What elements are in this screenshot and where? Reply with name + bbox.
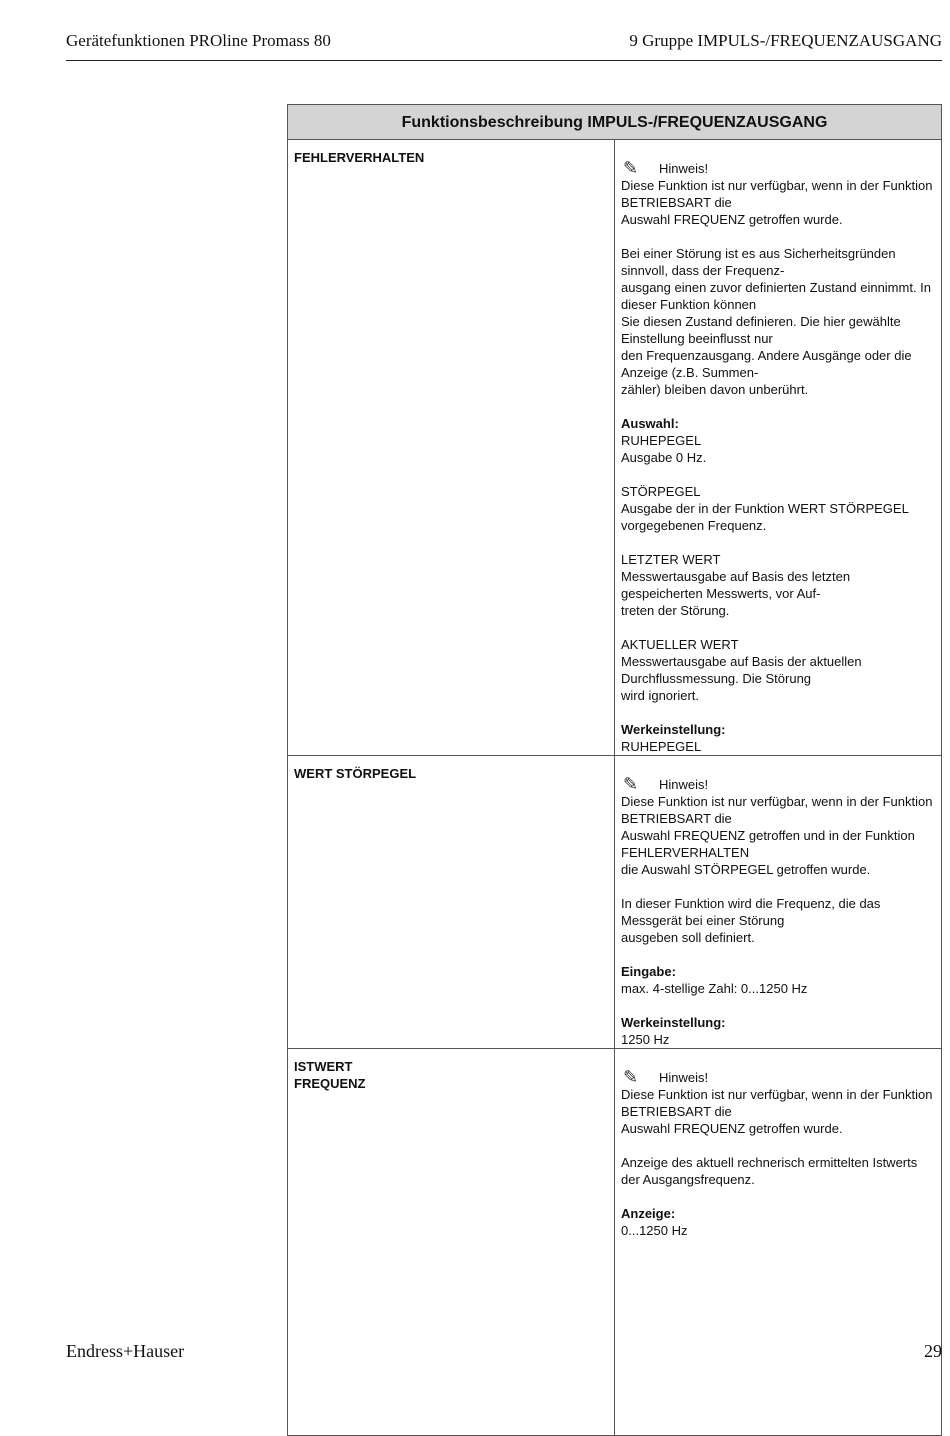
note-text: Auswahl FREQUENZ getroffen wurde.	[621, 212, 843, 227]
pencil-note-icon: ✎	[623, 774, 639, 794]
function-name: FEHLERVERHALTEN	[288, 140, 615, 756]
description-text: In dieser Funktion wird die Frequenz, die das Messgerät bei einer Störung	[621, 896, 881, 928]
function-name	[288, 1049, 615, 1436]
note-text: Auswahl FREQUENZ getroffen und in der Funktion FEHLERVERHALTEN	[621, 828, 915, 860]
option-description: Messwertausgabe auf Basis des letzten gespeicherten Messwerts, vor Auf-	[621, 569, 851, 601]
note-text: Diese Funktion ist nur verfügbar, wenn in der Funktion BETRIEBSART die	[621, 1087, 933, 1119]
werkeinstellung-value: 1250 Hz	[621, 1032, 670, 1047]
anzeige-label: Anzeige:	[621, 1206, 676, 1221]
running-header-left: Gerätefunktionen PROline Promass 80	[66, 31, 331, 50]
option-name: AKTUELLER WERT	[621, 637, 739, 652]
table-row-fehlerverhalten	[288, 140, 942, 756]
description-text: ausgang einen zuvor definierten Zustand einnimmt. In dieser Funktion können	[621, 280, 932, 312]
footer-brand: Endress+Hauser	[66, 1341, 185, 1361]
function-description	[615, 1049, 942, 1436]
note-text: Diese Funktion ist nur verfügbar, wenn in der Funktion BETRIEBSART die	[621, 178, 933, 210]
function-description	[615, 140, 942, 756]
option-name: LETZTER WERT	[621, 552, 721, 567]
eingabe-label: Eingabe:	[621, 964, 676, 979]
hinweis-label: Hinweis!	[659, 161, 709, 176]
option-description: Ausgabe der in der Funktion WERT STÖRPEGEL vorgegebenen Frequenz.	[621, 501, 909, 533]
description-text: den Frequenzausgang. Andere Ausgänge oder die Anzeige (z.B. Summen-	[621, 348, 912, 380]
hinweis-label: Hinweis!	[659, 1070, 709, 1085]
note-text: Auswahl FREQUENZ getroffen wurde.	[621, 1121, 843, 1136]
description-text: Bei einer Störung ist es aus Sicherheitsgründen sinnvoll, dass der Frequenz-	[621, 246, 896, 278]
hinweis-line	[621, 160, 935, 177]
table-row-istwert-frequenz	[288, 1049, 942, 1436]
hinweis-label: Hinweis!	[659, 777, 709, 792]
description-text: Sie diesen Zustand definieren. Die hier gewählte Einstellung beeinflusst nur	[621, 314, 901, 346]
option-description: treten der Störung.	[621, 603, 730, 618]
function-name: WERT STÖRPEGEL	[288, 756, 615, 1049]
hinweis-line	[621, 1069, 935, 1086]
option-name: RUHEPEGEL	[621, 433, 702, 448]
option-name: STÖRPEGEL	[621, 484, 701, 499]
hinweis-line	[621, 776, 935, 793]
description-text: ausgeben soll definiert.	[621, 930, 755, 945]
running-header-right: 9 Gruppe IMPULS-/FREQUENZAUSGANG	[629, 31, 942, 50]
option-description: wird ignoriert.	[621, 688, 700, 703]
note-text: die Auswahl STÖRPEGEL getroffen wurde.	[621, 862, 871, 877]
werkeinstellung-value: RUHEPEGEL	[621, 739, 702, 754]
table-title: Funktionsbeschreibung IMPULS-/FREQUENZAUSGANG	[288, 105, 942, 140]
header-rule	[66, 60, 942, 61]
description-text: zähler) bleiben davon unberührt.	[621, 382, 809, 397]
pencil-note-icon: ✎	[623, 1067, 639, 1087]
werkeinstellung-label: Werkeinstellung:	[621, 1015, 726, 1030]
werkeinstellung-label: Werkeinstellung:	[621, 722, 726, 737]
table-row-wert-stoerpegel	[288, 756, 942, 1049]
option-description: Messwertausgabe auf Basis der aktuellen Durchflussmessung. Die Störung	[621, 654, 862, 686]
option-description: Ausgabe 0 Hz.	[621, 450, 707, 465]
function-description	[615, 756, 942, 1049]
note-text: Diese Funktion ist nur verfügbar, wenn in der Funktion BETRIEBSART die	[621, 794, 933, 826]
description-text: Anzeige des aktuell rechnerisch ermittelten Istwerts der Ausgangsfrequenz.	[621, 1155, 918, 1187]
function-name-line: ISTWERT	[294, 1059, 353, 1074]
auswahl-label: Auswahl:	[621, 416, 679, 431]
anzeige-value: 0...1250 Hz	[621, 1223, 688, 1238]
pencil-note-icon: ✎	[623, 158, 639, 178]
page-number: 29	[924, 1341, 942, 1361]
function-description-table	[287, 104, 942, 1436]
function-name-line: FREQUENZ	[294, 1076, 366, 1091]
eingabe-value: max. 4-stellige Zahl: 0...1250 Hz	[621, 981, 808, 996]
